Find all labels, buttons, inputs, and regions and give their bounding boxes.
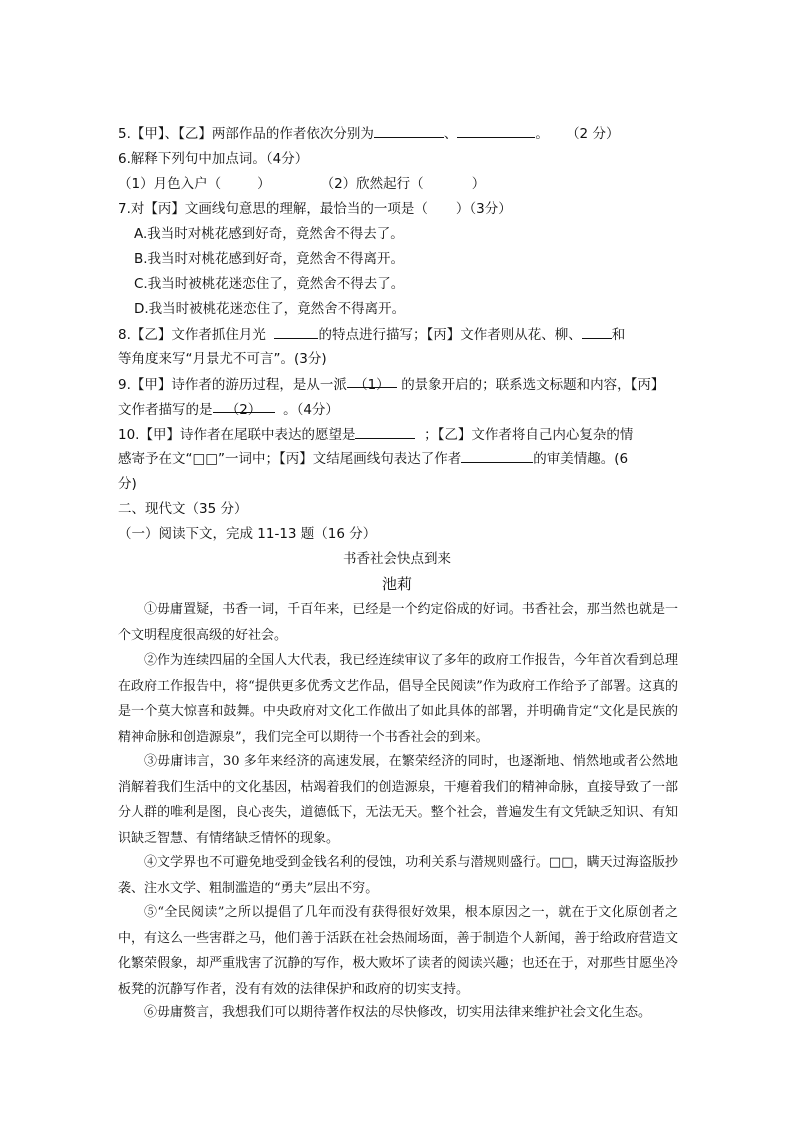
question-5: 5.【甲】、【乙】两部作品的作者依次分别为 、 。 （2 分） (118, 122, 619, 147)
paragraph-4: ④文学界也不可避免地受到金钱名利的侵蚀，功利关系与潜规则盛行。□□，瞒天过海盗版抄袭、注水文学、粗制滥造的“勇夫”层出不穷。 (118, 855, 678, 896)
answer-blank-1[interactable]: （1） (347, 373, 397, 388)
question-6-items: （1）月色入户（ ） （2）欣然起行（ ） (118, 176, 486, 192)
option-c: C.我当时被桃花迷恋住了，竟然舍不得去了。 (134, 276, 405, 292)
question-10-line2: 感寄予在文“□□”一词中；【丙】文结尾画线句表达了作者 的审美情趣。(6 (118, 447, 628, 472)
question-7: 7.对【丙】文画线句意思的理解，最恰当的一项是（ ）（3分） (118, 201, 512, 217)
answer-blank[interactable] (457, 123, 535, 138)
paragraph-2: ②作为连续四届的全国人大代表，我已经连续审议了多年的政府工作报告，今年首次看到总理在政府工作报告中，将“提供更多优秀文艺作品，倡导全民阅读”作为政府工作给予了部署。这真的是一个莫大惊喜和鼓舞。中央政府对文化工作做出了如此具体的部署，并明确肯定“文化是民族的精神命脉和创造源泉”，我们完全可以期待一个书香社会的到来。 (118, 653, 678, 745)
section-heading: 二、现代文（35 分） (118, 501, 248, 517)
answer-blank-2[interactable]: （2） (213, 398, 275, 413)
option-a: A.我当时对桃花感到好奇，竟然舍不得去了。 (134, 226, 404, 242)
question-9-line2: 文作者描写的是 （2） 。（4分） (118, 398, 339, 423)
answer-blank[interactable] (461, 448, 533, 463)
article-title: 书香社会快点到来 (343, 551, 451, 567)
question-8: 8.【乙】文作者抓住月光 的特点进行描写；【丙】文作者则从花、柳、 和 (118, 323, 625, 348)
option-b: B.我当时对桃花感到好奇，竟然舍不得离开。 (134, 251, 405, 267)
question-6: 6.解释下列句中加点词。（4分） (118, 151, 309, 167)
question-9: 9.【甲】诗作者的游历过程，是从一派 （1） 的景象开启的；联系选文标题和内容，【丙】 (118, 373, 664, 398)
option-d: D.我当时被桃花迷恋住了，竟然舍不得离开。 (134, 301, 406, 317)
question-10: 10.【甲】诗作者在尾联中表达的愿望是 ；【乙】文作者将自己内心复杂的情 (118, 423, 633, 448)
subsection-heading: （一）阅读下文，完成 11-13 题（16 分） (118, 526, 377, 542)
paragraph-1: ①毋庸置疑，书香一词，千百年来，已经是一个约定俗成的好词。书香社会，那当然也就是一个文明程度很高级的好社会。 (118, 602, 678, 643)
question-10-line3: 分) (118, 476, 137, 492)
question-8-line2: 等角度来写“月景尤不可言”。(3分) (118, 351, 327, 367)
answer-blank[interactable] (355, 424, 415, 439)
answer-blank[interactable] (582, 324, 612, 339)
answer-blank[interactable] (374, 123, 444, 138)
paragraph-3: ③毋庸讳言，30 多年来经济的高速发展，在繁荣经济的同时，也逐渐地、悄然地或者公然地消解着我们生活中的文化基因，枯竭着我们的创造源泉，干瘪着我们的精神命脉，直接导致了一部分人群的唯利是图，良心丧失，道德低下，无法无天。整个社会，普遍发生有文凭缺乏知识、有知识缺乏智慧、有情绪缺乏情怀的现象。 (118, 754, 678, 846)
paragraph-6: ⑥毋庸赘言，我想我们可以期待著作权法的尽快修改，切实用法律来维护社会文化生态。 (144, 1005, 652, 1020)
answer-blank[interactable] (274, 324, 318, 339)
article-author: 池莉 (381, 575, 412, 593)
paragraph-5: ⑤“全民阅读”之所以提倡了几年而没有获得很好效果，根本原因之一，就在于文化原创者之中，有这么一些害群之马，他们善于活跃在社会热闹场面，善于制造个人新闻，善于给政府营造文化繁荣假象，却严重戕害了沉静的写作，极大败坏了读者的阅读兴趣；也还在于，对那些甘愿坐冷板凳的沉静写作者，没有有效的法律保护和政府的切实支持。 (118, 905, 678, 997)
